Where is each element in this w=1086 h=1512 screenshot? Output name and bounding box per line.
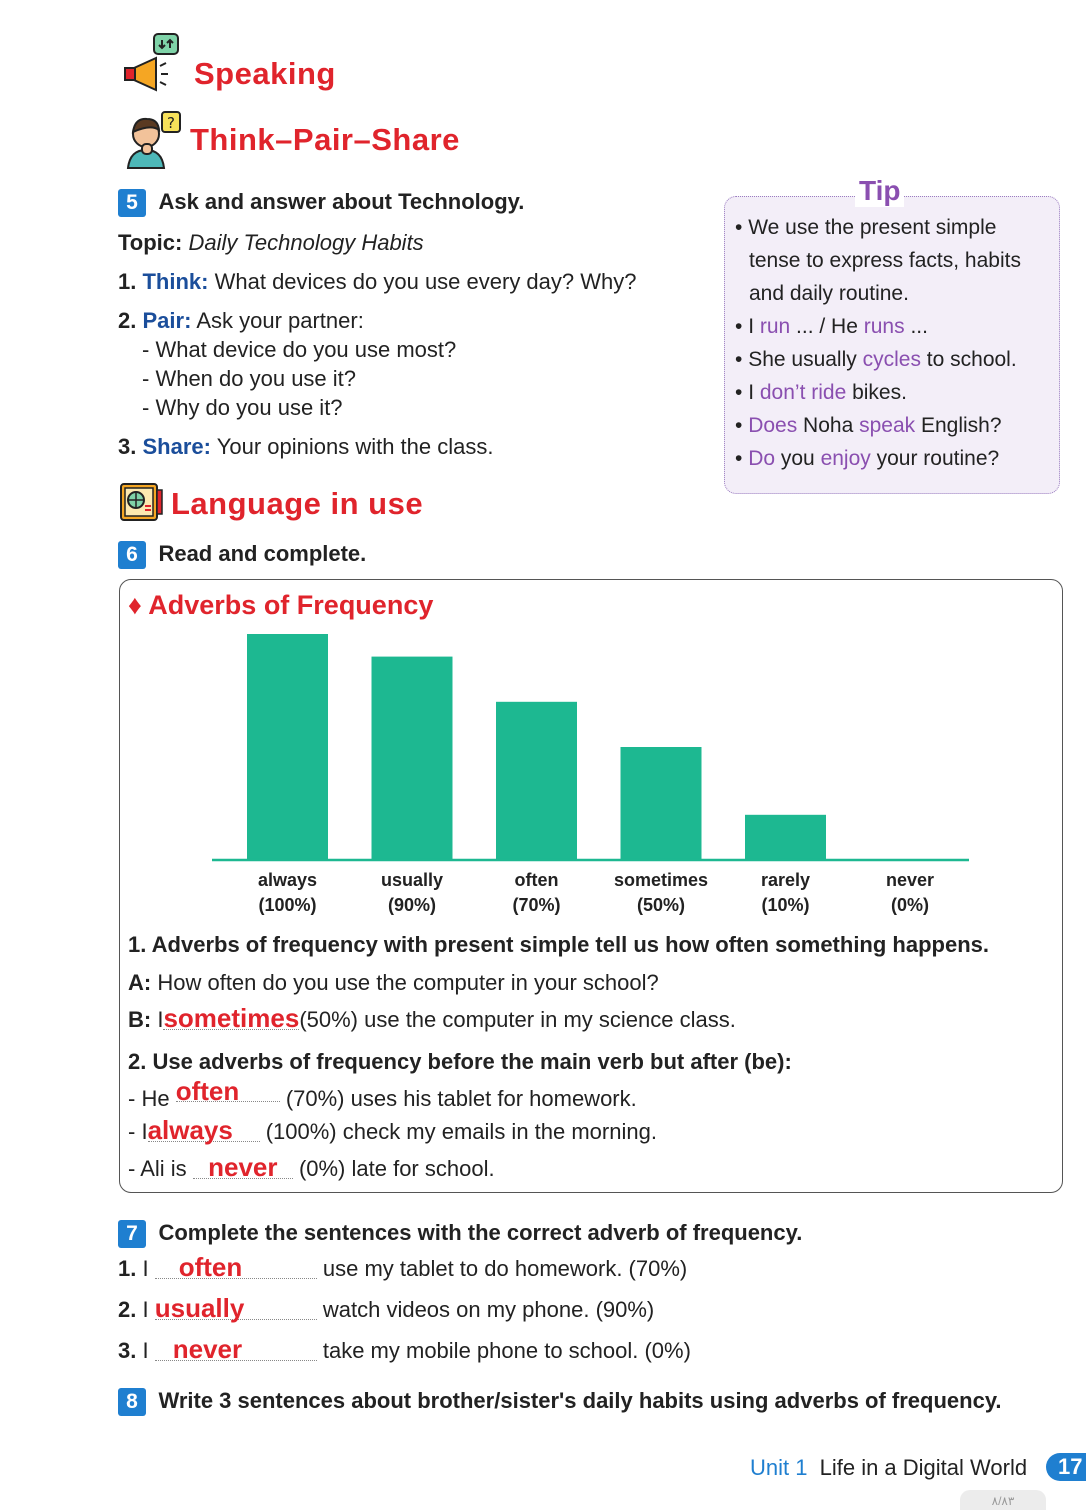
task7-instruction: Complete the sentences with the correct adverb of frequency.: [158, 1220, 803, 1245]
x-label-percent: (50%): [636, 895, 685, 915]
task7-answer-2: usually: [155, 1297, 317, 1320]
tip-box: [724, 175, 1060, 494]
svg-text:?: ?: [167, 114, 175, 132]
step3-number: 3.: [118, 434, 137, 459]
question-1: - What device do you use most?: [142, 337, 457, 362]
rule-1: 1. Adverbs of frequency with present simple tell us how often something happens.: [128, 932, 989, 957]
footer-title: Life in a Digital World: [819, 1455, 1028, 1480]
task7-header: [118, 1220, 802, 1248]
x-label-percent: (10%): [761, 895, 810, 915]
x-label-percent: (70%): [512, 895, 561, 915]
question-3: - Why do you use it?: [142, 395, 343, 420]
task8-header: [118, 1388, 1002, 1416]
tip-example-3: • I don’t ride bikes.: [735, 381, 907, 404]
x-label-sometimes: [601, 868, 721, 918]
answer-sometimes: sometimes: [163, 1003, 300, 1033]
tip-example-1: • I run ... / He runs ...: [735, 315, 928, 338]
task7-answer-3: never: [155, 1338, 317, 1361]
page-tab-label: ٨/٨٣: [991, 1494, 1015, 1508]
bar-often: [496, 702, 577, 860]
tip-example-2: • She usually cycles to school.: [735, 348, 1017, 371]
book-globe-icon: [118, 480, 164, 526]
x-label-word: usually: [380, 870, 444, 890]
bar-usually: [372, 657, 453, 860]
page-tab: [960, 1490, 1046, 1510]
adverbs-box: [119, 579, 1063, 1193]
x-label-percent: (100%): [258, 895, 317, 915]
rule-2: 2. Use adverbs of frequency before the main verb but after (be):: [128, 1049, 792, 1074]
sentence-3: - Ali is never (0%) late for school.: [128, 1152, 495, 1182]
answer-always: always: [148, 1119, 260, 1142]
think-pair-share-heading: Think–Pair–Share: [190, 122, 460, 157]
task6-instruction: Read and complete.: [158, 541, 367, 566]
tip-title: Tip: [855, 175, 904, 207]
task5-header: [118, 189, 524, 217]
x-label-rarely: [726, 868, 846, 918]
task7-answer-1: often: [155, 1256, 317, 1279]
x-label-often: [477, 868, 597, 918]
topic-value: Daily Technology Habits: [188, 230, 424, 255]
x-label-never: [850, 868, 970, 918]
x-label-always: [228, 868, 348, 918]
qa-b: B: Isometimes(50%) use the computer in my science class.: [128, 1003, 736, 1033]
sentence-1: - He often (70%) uses his tablet for homework.: [128, 1076, 637, 1111]
tip-line-2: tense to express facts, habits: [749, 249, 1021, 272]
task5-number: 5: [118, 189, 146, 217]
language-in-use-heading: Language in use: [171, 486, 424, 521]
footer: [750, 1455, 1027, 1481]
thinking-person-icon: [122, 110, 184, 170]
topic-label: Topic:: [118, 230, 183, 255]
x-label-percent: (90%): [387, 895, 436, 915]
step2-text: Ask your partner:: [196, 308, 364, 333]
tip-line-1: We use the present simple: [748, 216, 997, 239]
step3-label: Share:: [142, 434, 211, 459]
adverbs-box-title: ♦ Adverbs of Frequency: [128, 590, 434, 620]
qa-a: A: How often do you use the computer in your school?: [128, 970, 659, 995]
bar-always: [247, 634, 328, 860]
task5-step2: [118, 308, 364, 334]
task7-item-2: 2. I usually watch videos on my phone. (90%): [118, 1293, 655, 1323]
x-label-word: never: [885, 870, 935, 890]
task7-number: 7: [118, 1220, 146, 1248]
task8-instruction: Write 3 sentences about brother/sister's daily habits using adverbs of frequency.: [158, 1388, 1002, 1413]
step1-label: Think:: [142, 269, 209, 294]
tip-rule: • We use the present simple tense to express facts, habits and daily routine. • I run ... / He runs ... • She usually cycles to school. • I don’t ride bikes. • Does Noha speak English? • Do you enjoy your routine?: [735, 211, 1021, 475]
page-number: 17: [1058, 1454, 1083, 1479]
step2-number: 2.: [118, 308, 137, 333]
task7-item-3: 3. I never take my mobile phone to school. (0%): [118, 1334, 691, 1364]
task8-number: 8: [118, 1388, 146, 1416]
step2-label: Pair:: [142, 308, 192, 333]
footer-unit: Unit 1: [750, 1455, 808, 1480]
x-label-word: often: [514, 870, 559, 890]
x-label-percent: (0%): [890, 895, 929, 915]
speaking-heading: Speaking: [194, 56, 336, 91]
tip-example-5: • Do you enjoy your routine?: [735, 447, 1000, 470]
tip-example-4: • Does Noha speak English?: [735, 414, 1002, 437]
page-number-badge: [1046, 1453, 1086, 1481]
tip-line-3: and daily routine.: [749, 282, 909, 305]
step1-number: 1.: [118, 269, 137, 294]
answer-often: often: [176, 1081, 280, 1102]
task6-header: [118, 541, 366, 569]
bar-rarely: [745, 815, 826, 860]
task5-step3: [118, 434, 493, 460]
x-label-word: rarely: [760, 870, 811, 890]
bar-sometimes: [621, 747, 702, 860]
task5-topic: [118, 230, 424, 256]
task7-item-1: 1. I often use my tablet to do homework. (70%): [118, 1252, 688, 1282]
task5-instruction: Ask and answer about Technology.: [158, 189, 525, 214]
x-label-usually: [352, 868, 472, 918]
task5-step1: [118, 269, 637, 295]
question-2: - When do you use it?: [142, 366, 357, 391]
answer-never: never: [193, 1156, 293, 1179]
task6-number: 6: [118, 541, 146, 569]
sentence-2: - Ialways (100%) check my emails in the morning.: [128, 1115, 657, 1145]
megaphone-icon: [122, 32, 184, 98]
x-label-word: always: [257, 870, 318, 890]
step3-text: Your opinions with the class.: [216, 434, 494, 459]
step1-text: What devices do you use every day? Why?: [214, 269, 637, 294]
x-label-word: sometimes: [613, 870, 709, 890]
